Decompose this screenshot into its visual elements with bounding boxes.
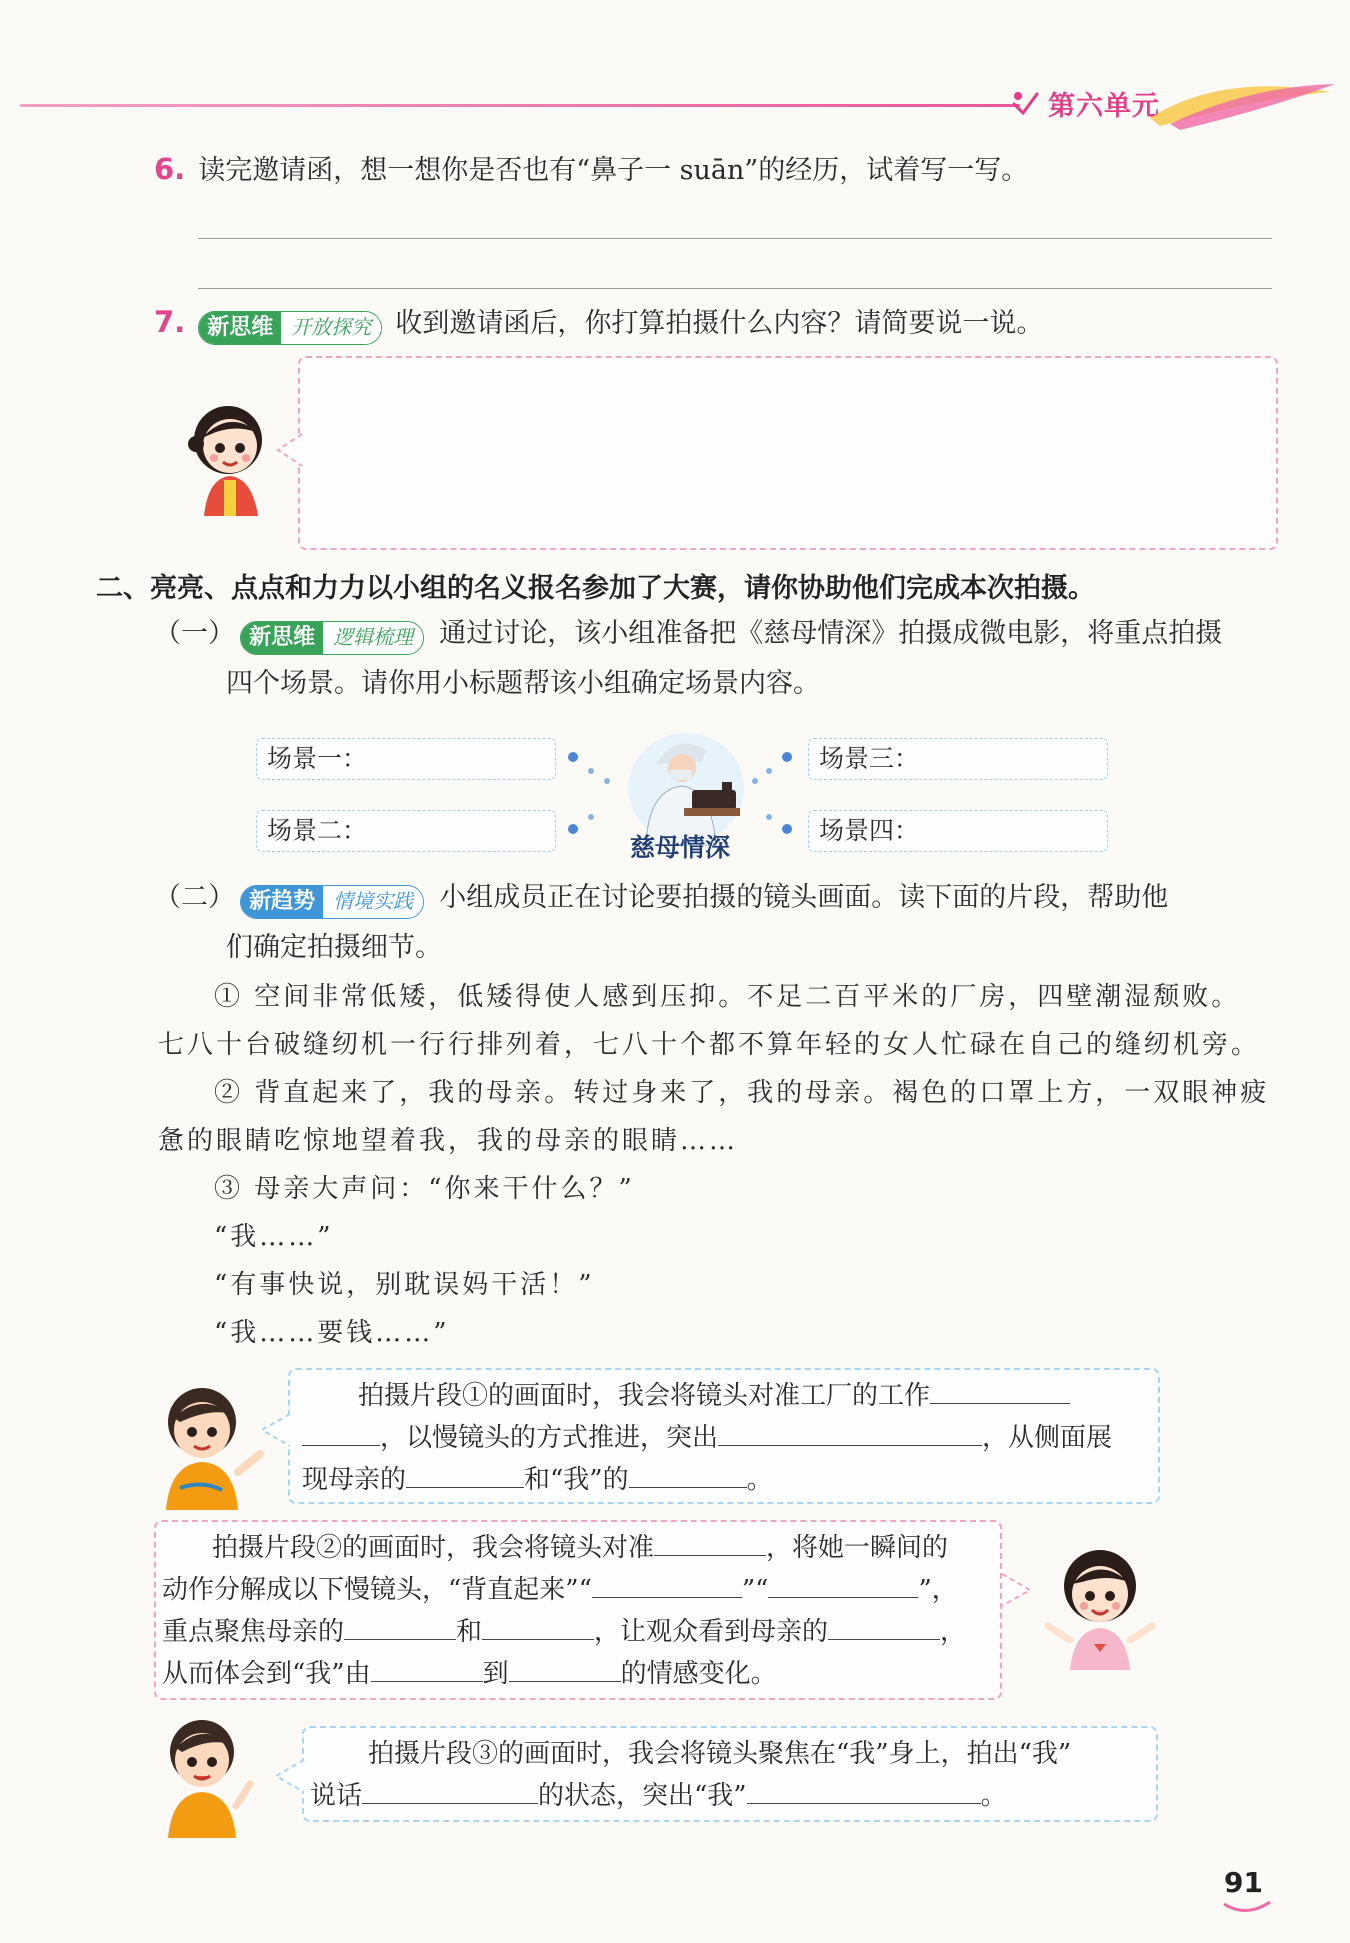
bubble-1-line-1 — [358, 1376, 1070, 1416]
passage-line: 七八十台破缝纫机一行行排列着，七八十个都不算年轻的女人忙碌在自己的缝纫机旁。 — [158, 1030, 1261, 1060]
instruction-text: 小组成员正在讨论要拍摄的镜头画面。读下面的片段，帮助他 — [439, 882, 1169, 913]
question-7 — [154, 305, 1043, 345]
girl-avatar-icon — [180, 398, 280, 516]
answer-line[interactable] — [198, 238, 1272, 239]
bubble-text: ，从侧面展 — [982, 1423, 1113, 1453]
passage-line: “有事快说，别耽误妈干活！” — [214, 1270, 595, 1300]
bubble-text: ，让观众看到母亲的 — [594, 1617, 829, 1647]
bubble-text: 。 — [746, 1465, 773, 1495]
bubble-2-line-4 — [162, 1654, 777, 1694]
bubble-text: 。 — [980, 1781, 1007, 1811]
connector-dot — [752, 778, 758, 784]
passage-line: ① 空间非常低矮，低矮得使人感到压抑。不足二百平米的厂房，四壁潮湿颓败。 — [214, 982, 1241, 1012]
bubble-text: 现母亲的 — [302, 1465, 407, 1495]
fill-blank[interactable] — [828, 1614, 940, 1640]
bubble-2-line-2 — [162, 1570, 958, 1610]
connector-dot — [568, 824, 578, 834]
fill-blank[interactable] — [302, 1420, 380, 1446]
part-1-line-2: 四个场景。请你用小标题帮该小组确定场景内容。 — [226, 668, 820, 699]
bubble-text: 动作分解成以下慢镜头，“背直起来”“ — [162, 1575, 592, 1605]
bubble-text: 重点聚焦母亲的 — [162, 1617, 345, 1647]
bubble-text: 和“我”的 — [524, 1465, 629, 1495]
fill-blank[interactable] — [930, 1378, 1070, 1404]
new-trend-badge — [240, 885, 424, 919]
passage-line: “我……要钱……” — [214, 1318, 450, 1348]
header-divider — [20, 104, 1020, 107]
question-number: 7. — [154, 305, 186, 339]
question-text: 收到邀请函后，你打算拍摄什么内容？请简要说一说。 — [395, 308, 1044, 339]
girl-avatar-icon — [1034, 1540, 1164, 1670]
bubble-text: 和 — [456, 1617, 483, 1647]
bubble-text: ，将她一瞬间的 — [766, 1533, 949, 1563]
fill-blank[interactable] — [509, 1656, 621, 1682]
badge-tag: 情境实践 — [323, 886, 423, 918]
passage-line: ② 背直起来了，我的母亲。转过身来了，我的母亲。褐色的口罩上方，一双眼神疲 — [214, 1078, 1270, 1108]
bubble-text: 说话 — [310, 1781, 363, 1811]
new-thinking-badge — [198, 311, 382, 345]
part-label: （一） — [154, 618, 235, 649]
center-caption: 慈母情深 — [630, 833, 731, 862]
fill-blank[interactable] — [654, 1530, 766, 1556]
scene-3-box[interactable]: 场景三： — [808, 738, 1108, 780]
unit-title: 第六单元 — [1048, 91, 1160, 122]
bubble-text: ”“ — [741, 1575, 769, 1605]
fill-blank[interactable] — [362, 1778, 538, 1804]
answer-line[interactable] — [198, 288, 1272, 289]
passage-line: ③ 母亲大声问：“你来干什么？” — [214, 1174, 635, 1204]
question-text: 读完邀请函，想一想你是否也有“鼻子一 suān”的经历，试着写一写。 — [198, 155, 1029, 186]
badge-main: 新思维 — [199, 312, 281, 344]
connector-dot — [766, 768, 772, 774]
question-6 — [154, 152, 1028, 190]
bubble-text: 的情感变化。 — [620, 1659, 777, 1689]
fill-blank[interactable] — [482, 1614, 594, 1640]
bubble-2-line-1 — [212, 1528, 948, 1568]
fill-blank[interactable] — [406, 1462, 524, 1488]
fill-blank[interactable] — [344, 1614, 456, 1640]
scene-1-box[interactable]: 场景一： — [256, 738, 556, 780]
part-label: （二） — [154, 882, 235, 913]
scene-2-box[interactable]: 场景二： — [256, 810, 556, 852]
bubble-3-line-1 — [368, 1734, 1071, 1774]
answer-box[interactable] — [298, 356, 1278, 550]
bubble-1-line-3 — [302, 1460, 773, 1500]
bubble-text: 从而体会到“我”由 — [162, 1659, 371, 1689]
fill-blank[interactable] — [768, 1572, 918, 1598]
connector-dot — [568, 752, 578, 762]
badge-tag: 开放探究 — [281, 312, 381, 344]
part-1-line-1 — [154, 615, 1222, 655]
ribbon-decoration — [1140, 78, 1340, 130]
fill-blank[interactable] — [371, 1656, 483, 1682]
fill-blank[interactable] — [718, 1420, 982, 1446]
bubble-3-line-2 — [310, 1776, 1007, 1816]
fill-blank[interactable] — [747, 1778, 981, 1804]
connector-dot — [782, 752, 792, 762]
badge-tag: 逻辑梳理 — [323, 622, 423, 654]
section-2-heading: 二、亮亮、点点和力力以小组的名义报名参加了大赛，请你协助他们完成本次拍摄。 — [96, 573, 1095, 604]
page-number: 91 — [1224, 1866, 1263, 1899]
bubble-text: ，以慢镜头的方式推进，突出 — [380, 1423, 719, 1453]
bubble-2-line-3 — [162, 1612, 966, 1652]
instruction-text: 通过讨论，该小组准备把《慈母情深》拍摄成微电影，将重点拍摄 — [439, 618, 1223, 649]
passage-line: 惫的眼睛吃惊地望着我，我的母亲的眼睛…… — [158, 1126, 739, 1156]
new-thinking-badge — [240, 621, 424, 655]
part-2-line-1 — [154, 879, 1168, 919]
bubble-text: ， — [940, 1617, 967, 1647]
badge-main: 新思维 — [241, 622, 323, 654]
speech-pointer — [258, 1412, 292, 1448]
bubble-text: 的状态，突出“我” — [538, 1781, 747, 1811]
badge-main: 新趋势 — [241, 886, 323, 918]
connector-dot — [782, 824, 792, 834]
bubble-1-line-2 — [302, 1418, 1112, 1458]
connector-dot — [588, 768, 594, 774]
connector-dot — [604, 778, 610, 784]
check-icon — [1010, 88, 1040, 118]
question-number: 6. — [154, 152, 186, 186]
boy-avatar-icon — [150, 1380, 270, 1510]
passage-line: “我……” — [214, 1222, 334, 1252]
boy-avatar-icon — [150, 1712, 262, 1838]
part-2-line-2: 们确定拍摄细节。 — [226, 932, 442, 963]
connector-dot — [766, 814, 772, 820]
bubble-text: 拍摄片段③的画面时，我会将镜头聚焦在“我”身上，拍出“我” — [368, 1739, 1072, 1769]
bubble-text: 拍摄片段①的画面时，我会将镜头对准工厂的工作 — [358, 1381, 931, 1411]
bubble-text: ”， — [918, 1575, 958, 1605]
bubble-text: 拍摄片段②的画面时，我会将镜头对准 — [212, 1533, 655, 1563]
speech-pointer — [1000, 1572, 1034, 1608]
page-number-swoosh — [1222, 1898, 1272, 1916]
fill-blank[interactable] — [629, 1462, 747, 1488]
bubble-text: 到 — [482, 1659, 509, 1689]
fill-blank[interactable] — [592, 1572, 742, 1598]
speech-pointer — [272, 1758, 306, 1794]
connector-dot — [588, 814, 594, 820]
scene-4-box[interactable]: 场景四： — [808, 810, 1108, 852]
